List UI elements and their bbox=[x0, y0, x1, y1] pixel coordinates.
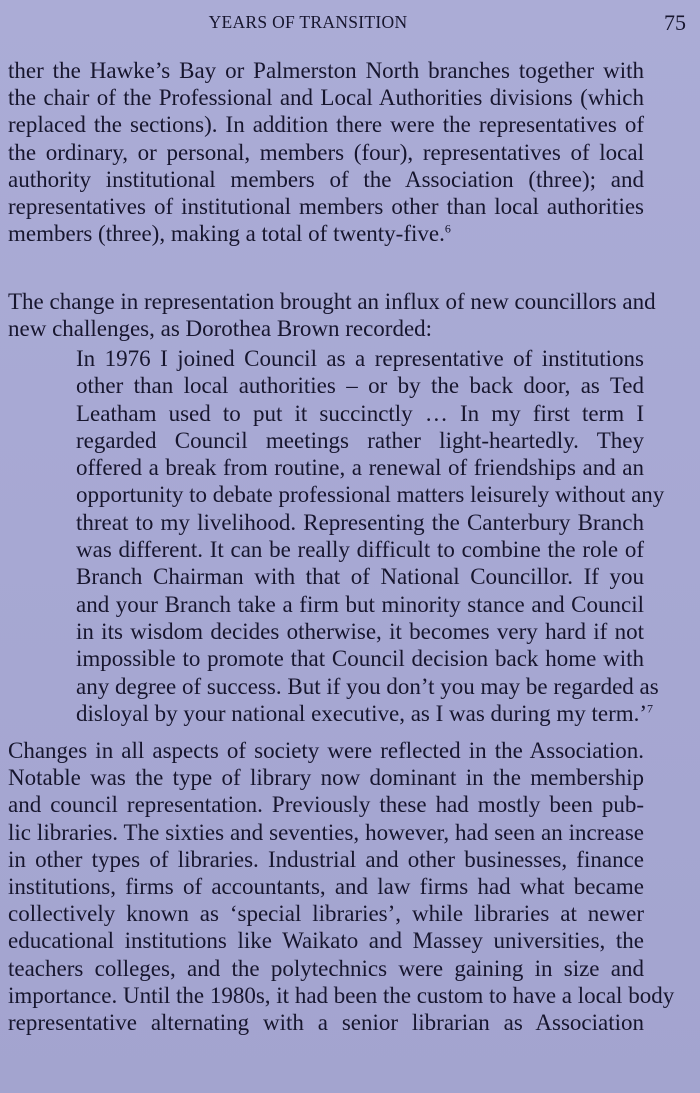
running-head: YEARS OF TRANSITION bbox=[208, 12, 408, 32]
quote-line: impossible to promote that Council decision back home with bbox=[76, 646, 644, 672]
text-line: in other types of libraries. Industrial and other businesses, finance bbox=[8, 846, 644, 872]
text-line: Notable was the type of library now dominant in the membership bbox=[8, 765, 644, 791]
text-line: collectively known as ‘special libraries’, while libraries at newer bbox=[8, 901, 644, 927]
quote-line: In 1976 I joined Council as a representative of institutions bbox=[76, 346, 644, 371]
text-line bbox=[8, 220, 644, 247]
text-line: and council representation. Previously these had mostly been pub- bbox=[8, 792, 644, 818]
quote-line: any degree of success. But if you don’t you may be regarded as bbox=[76, 673, 659, 699]
quote-line: offered a break from routine, a renewal of friendships and an bbox=[76, 455, 644, 481]
text-line: representatives of institutional members other than local authorities bbox=[8, 194, 644, 220]
text-line: replaced the sections). In addition there were the representatives of bbox=[8, 112, 644, 138]
text-line: the chair of the Professional and Local Authorities divisions (which bbox=[8, 85, 644, 111]
quote-line: other than local authorities – or by the back door, as Ted bbox=[76, 373, 644, 399]
text-line: representative alternating with a senior librarian as Association bbox=[8, 1010, 644, 1036]
text-line: educational institutions like Waikato and Massey universities, the bbox=[8, 928, 644, 954]
quote-line: threat to my livelihood. Representing the Canterbury Branch bbox=[76, 509, 644, 535]
page-number: 75 bbox=[664, 10, 686, 35]
quote-line: Branch Chairman with that of National Councillor. If you bbox=[76, 564, 644, 590]
paragraph-2 bbox=[8, 288, 656, 342]
quote-line bbox=[76, 700, 654, 727]
quote-line: regarded Council meetings rather light-heartedly. They bbox=[76, 427, 644, 453]
text-line: new challenges, as Dorothea Brown recorded: bbox=[8, 316, 433, 342]
text-line-content: members (three), making a total of twenty-five. bbox=[8, 221, 445, 247]
paragraph-1 bbox=[8, 57, 644, 247]
quote-line-content: disloyal by your national executive, as I was during my term.’ bbox=[76, 700, 648, 726]
text-line: lic libraries. The sixties and seventies, however, had seen an increase bbox=[8, 819, 644, 845]
text-line: The change in representation brought an influx of new councillors and bbox=[8, 289, 656, 314]
text-line: importance. Until the 1980s, it had been the custom to have a local body bbox=[8, 982, 675, 1008]
text-line: authority institutional members of the Association (three); and bbox=[8, 166, 644, 192]
block-quote bbox=[76, 345, 665, 727]
text-line: the ordinary, or personal, members (four), representatives of local bbox=[8, 139, 644, 165]
text-line: institutions, firms of accountants, and law firms had what became bbox=[8, 874, 644, 900]
paragraph-3 bbox=[8, 737, 675, 1036]
footnote-ref-7: 7 bbox=[647, 701, 654, 716]
text-line: Changes in all aspects of society were reflected in the Association. bbox=[8, 738, 644, 763]
quote-line: opportunity to debate professional matters leisurely without any bbox=[76, 482, 665, 508]
quote-line: in its wisdom decides otherwise, it becomes very hard if not bbox=[76, 618, 644, 644]
quote-line: and your Branch take a firm but minority stance and Council bbox=[76, 591, 644, 617]
quote-line: Leatham used to put it succinctly … In my first term I bbox=[76, 400, 644, 426]
text-line: teachers colleges, and the polytechnics were gaining in size and bbox=[8, 955, 644, 981]
quote-line: was different. It can be really difficult to combine the role of bbox=[76, 537, 644, 563]
footnote-ref-6: 6 bbox=[444, 221, 451, 236]
text-line: ther the Hawke’s Bay or Palmerston North branches together with bbox=[8, 58, 644, 83]
